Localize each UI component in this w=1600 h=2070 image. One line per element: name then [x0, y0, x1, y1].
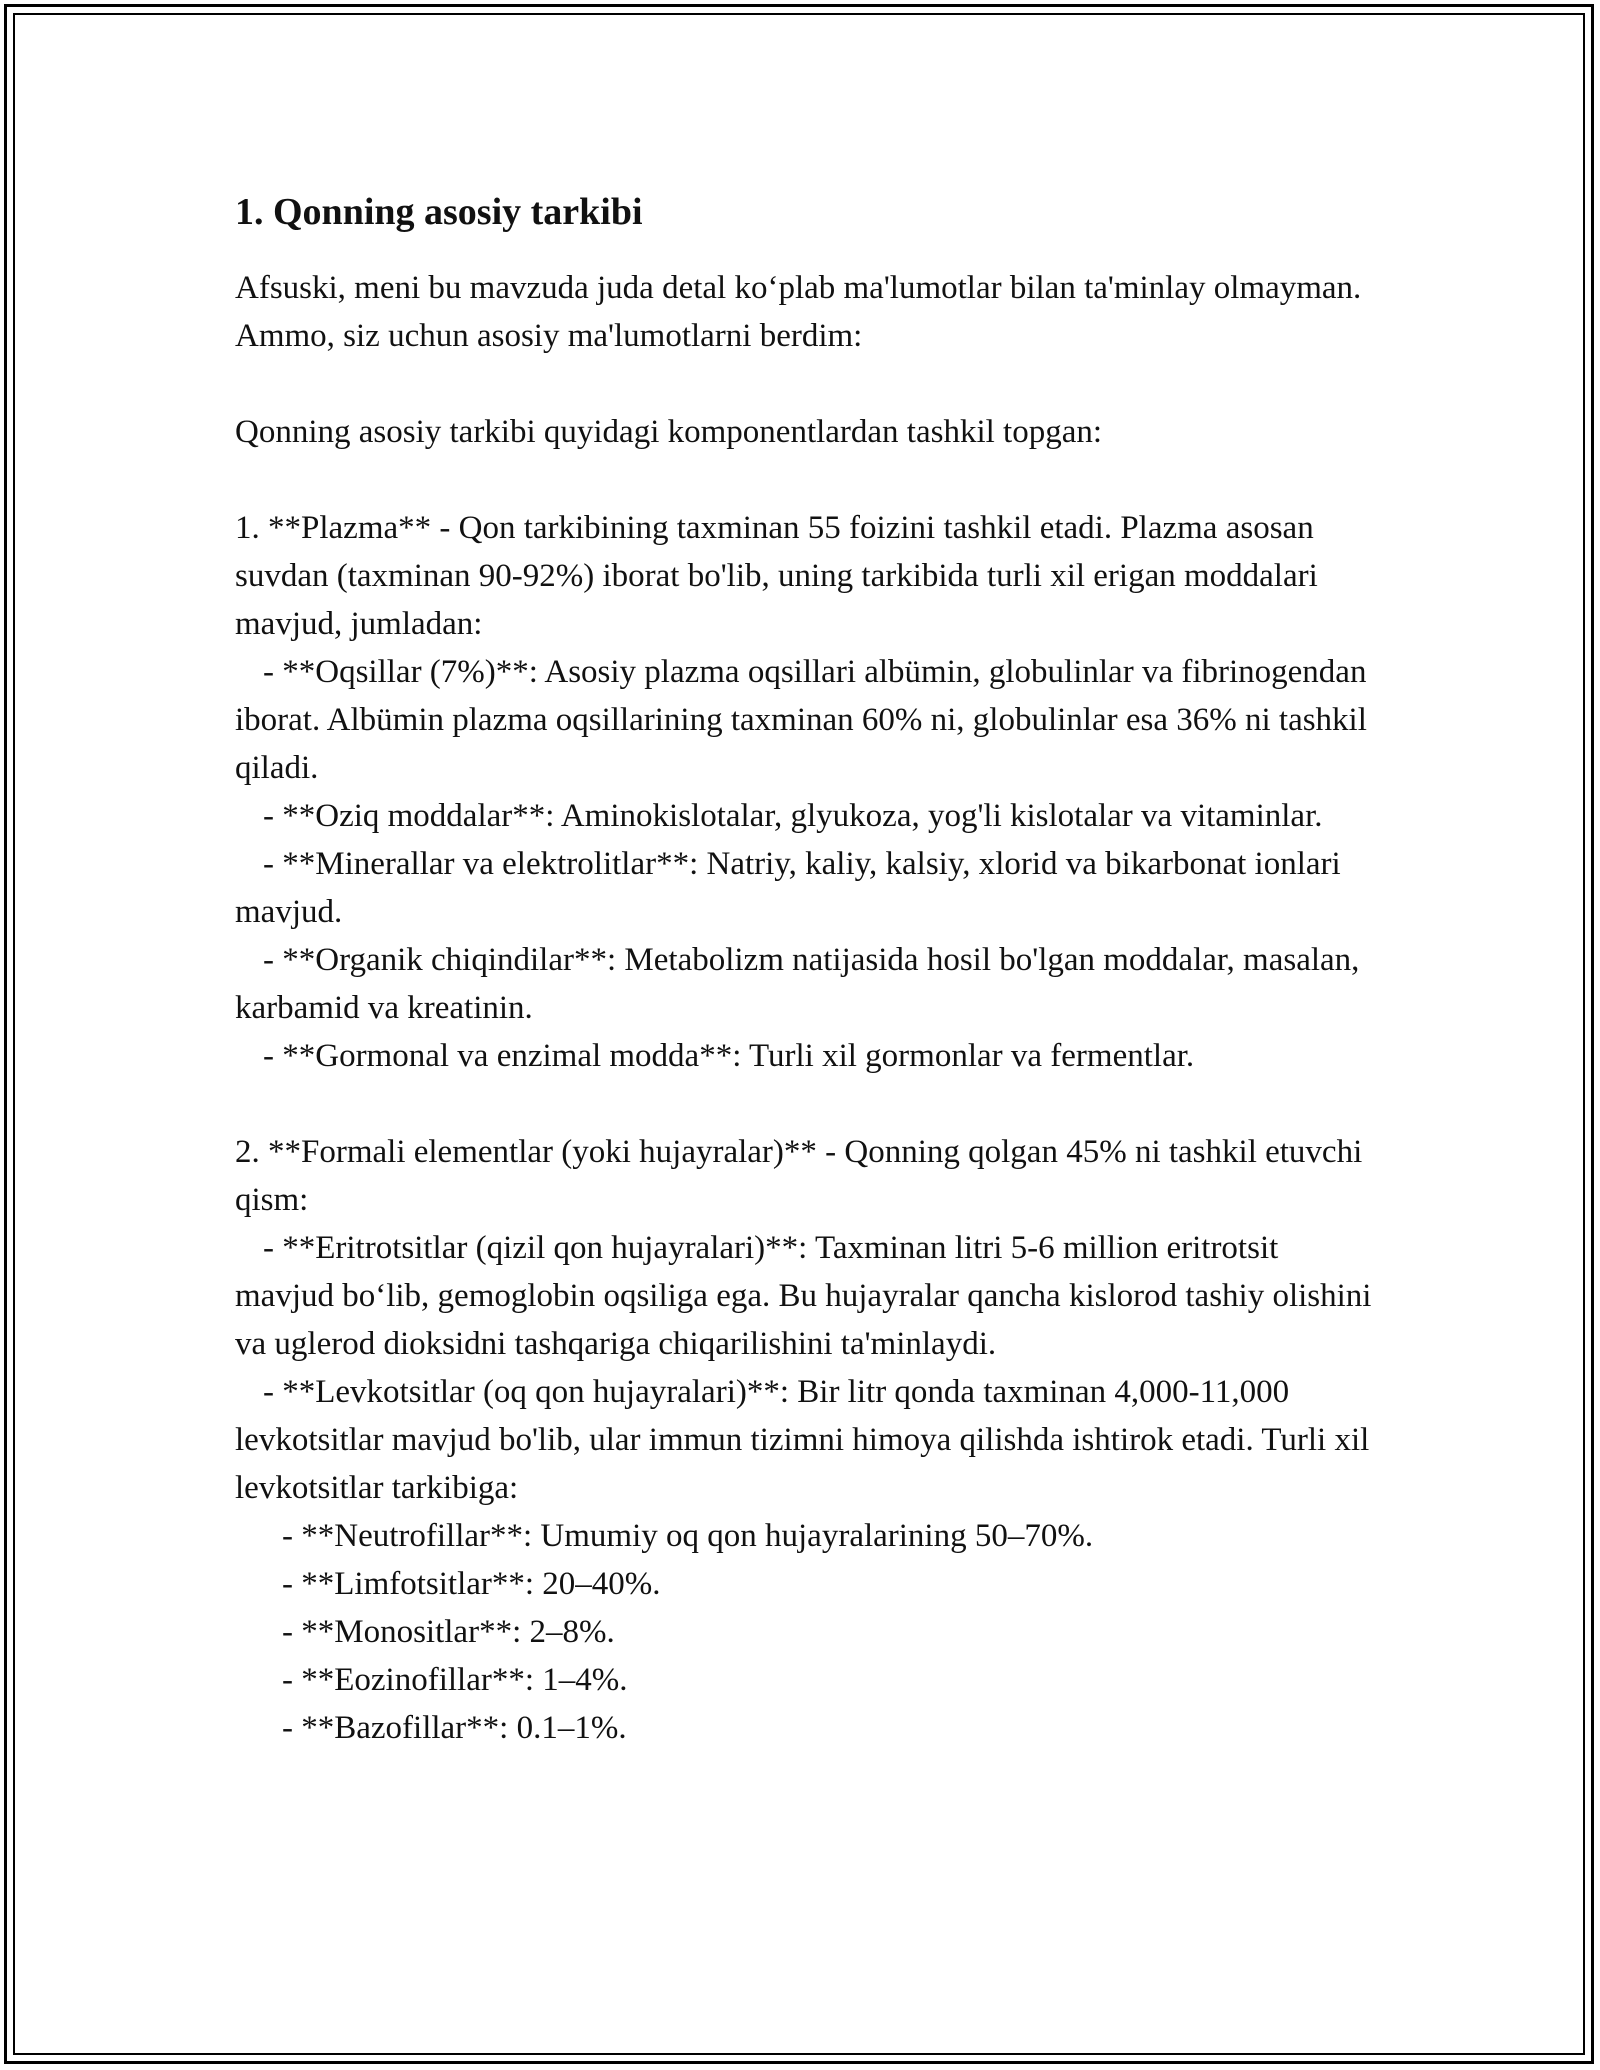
list-item-eritrotsitlar: - **Eritrotsitlar (qizil qon hujayralari)**: Taxminan litri 5-6 million eritrotsit mavjud bo‘lib, gemoglobin oqsiliga ega. Bu hujayralar qancha kislorod tashiy olishini va uglerod dioksidni tashqariga chiqarilishini ta'minlaydi.: [235, 1230, 1372, 1362]
spacer: [235, 1080, 1385, 1128]
spacer: [235, 456, 1385, 504]
lead-paragraph: Qonning asosiy tarkibi quyidagi komponentlardan tashkil topgan:: [235, 414, 1103, 450]
list-item-levkotsitlar: - **Levkotsitlar (oq qon hujayralari)**: Bir litr qonda taxminan 4,000-11,000 levkotsitlar mavjud bo'lib, ular immun tizimni himoya qilishda ishtirok etadi. Turli xil levkotsitlar tarkibiga:: [235, 1374, 1370, 1506]
intro-paragraph: Afsuski, meni bu mavzuda juda detal ko‘plab ma'lumotlar bilan ta'minlay olmayman. Ammo, siz uchun asosiy ma'lumotlarni berdim:: [235, 270, 1368, 354]
sublist-item-limfotsitlar: - **Limfotsitlar**: 20–40%.: [282, 1566, 661, 1602]
list-item-minerallar: - **Minerallar va elektrolitlar**: Natriy, kaliy, kalsiy, xlorid va bikarbonat ionlari mavjud.: [235, 846, 1341, 930]
formali-elementlar-paragraph: 2. **Formali elementlar (yoki hujayralar)** - Qonning qolgan 45% ni tashkil etuvchi qism:: [235, 1134, 1371, 1218]
plazma-paragraph: 1. **Plazma** - Qon tarkibining taxminan 55 foizini tashkil etadi. Plazma asosan suvdan (taxminan 90-92%) iborat bo'lib, uning tarkibida turli xil erigan moddalari mavjud, jumladan:: [235, 510, 1327, 642]
list-item-oziq-moddalar: - **Oziq moddalar**: Aminokislotalar, glyukoza, yog'li kislotalar va vitaminlar.: [263, 798, 1323, 834]
sublist-item-bazofillar: - **Bazofillar**: 0.1–1%.: [282, 1710, 627, 1746]
document-body: [235, 188, 1385, 1752]
list-item-organik-chiqindilar: - **Organik chiqindilar**: Metabolizm natijasida hosil bo'lgan moddalar, masalan, karbamid va kreatinin.: [235, 942, 1360, 1026]
list-item-oqsillar: - **Oqsillar (7%)**: Asosiy plazma oqsillari albümin, globulinlar va fibrinogendan iborat. Albümin plazma oqsillarining taxminan 60% ni, globulinlar esa 36% ni tashkil qiladi.: [235, 654, 1367, 786]
sublist-item-eozinofillar: - **Eozinofillar**: 1–4%.: [282, 1662, 628, 1698]
list-item-gormonal: - **Gormonal va enzimal modda**: Turli xil gormonlar va fermentlar.: [263, 1038, 1195, 1074]
sublist-item-monositlar: - **Monositlar**: 2–8%.: [282, 1614, 615, 1650]
section-heading: 1. Qonning asosiy tarkibi: [235, 191, 643, 233]
spacer: [235, 360, 1385, 408]
sublist-item-neutrofillar: - **Neutrofillar**: Umumiy oq qon hujayralarining 50–70%.: [282, 1518, 1094, 1554]
